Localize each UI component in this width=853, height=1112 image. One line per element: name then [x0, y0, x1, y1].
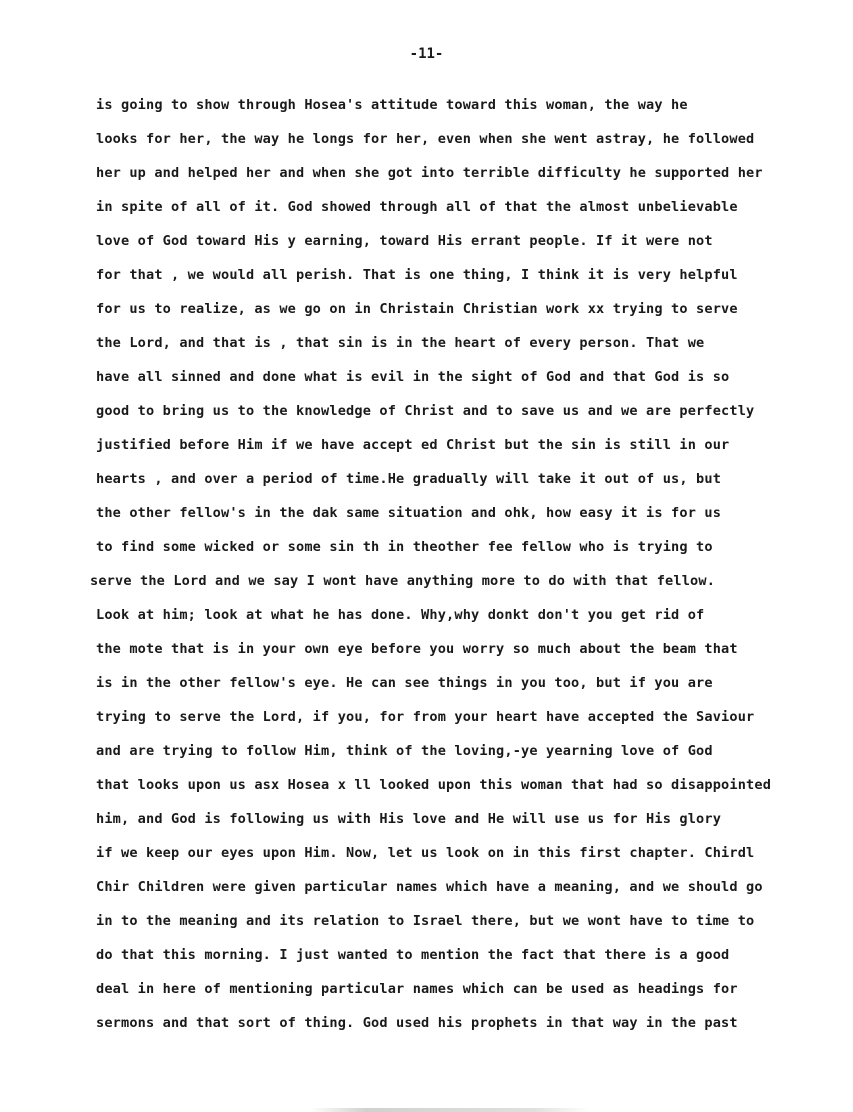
text-line: in spite of all of it. God showed through all of that the almost unbelievable — [96, 199, 738, 215]
text-line: the Lord, and that is , that sin is in the heart of every person. That we — [96, 335, 705, 351]
text-line: her up and helped her and when she got into terrible difficulty he supported her — [96, 165, 763, 181]
text-line: the other fellow's in the dak same situation and ohk, how easy it is for us — [96, 505, 722, 521]
text-line: good to bring us to the knowledge of Christ and to save us and we are perfectly — [96, 403, 755, 419]
text-line: do that this morning. I just wanted to mention the fact that there is a good — [96, 947, 730, 963]
text-line: and are trying to follow Him, think of the loving,-ye yearning love of God — [96, 743, 713, 759]
text-line: deal in here of mentioning particular names which can be used as headings for — [96, 981, 738, 997]
text-line: serve the Lord and we say I wont have anything more to do with that fellow. — [90, 573, 716, 589]
text-line: is in the other fellow's eye. He can see things in you too, but if you are — [96, 675, 713, 691]
text-line: trying to serve the Lord, if you, for from your heart have accepted the Saviour — [96, 709, 755, 725]
text-line: sermons and that sort of thing. God used his prophets in that way in the past — [96, 1015, 738, 1031]
text-line: Look at him; look at what he has done. Why,why donkt don't you get rid of — [96, 607, 705, 623]
text-line: him, and God is following us with His love and He will use us for His glory — [96, 811, 722, 827]
text-line: is going to show through Hosea's attitude toward this woman, the way he — [96, 97, 688, 113]
text-line: the mote that is in your own eye before you worry so much about the beam that — [96, 641, 738, 657]
text-line: if we keep our eyes upon Him. Now, let us look on in this first chapter. Chirdl — [96, 845, 755, 861]
text-line: have all sinned and done what is evil in the sight of God and that God is so — [96, 369, 730, 385]
text-line: Chir Children were given particular names which have a meaning, and we should go — [96, 879, 763, 895]
text-line: that looks upon us asx Hosea x ll looked upon this woman that had so disappointed — [96, 777, 772, 793]
text-line: justified before Him if we have accept ed Christ but the sin is still in our — [96, 437, 730, 453]
text-line: for that , we would all perish. That is one thing, I think it is very helpful — [96, 267, 738, 283]
text-line: looks for her, the way he longs for her, even when she went astray, he followed — [96, 131, 755, 147]
scan-artifact — [310, 1108, 590, 1112]
text-line: in to the meaning and its relation to Israel there, but we wont have to time to — [96, 913, 755, 929]
text-line: love of God toward His y earning, toward His errant people. If it were not — [96, 233, 713, 249]
text-line: to find some wicked or some sin th in theother fee fellow who is trying to — [96, 539, 713, 555]
page-number: -11- — [409, 46, 444, 62]
text-line: hearts , and over a period of time.He gradually will take it out of us, but — [96, 471, 722, 487]
text-line: for us to realize, as we go on in Christain Christian work xx trying to serve — [96, 301, 738, 317]
